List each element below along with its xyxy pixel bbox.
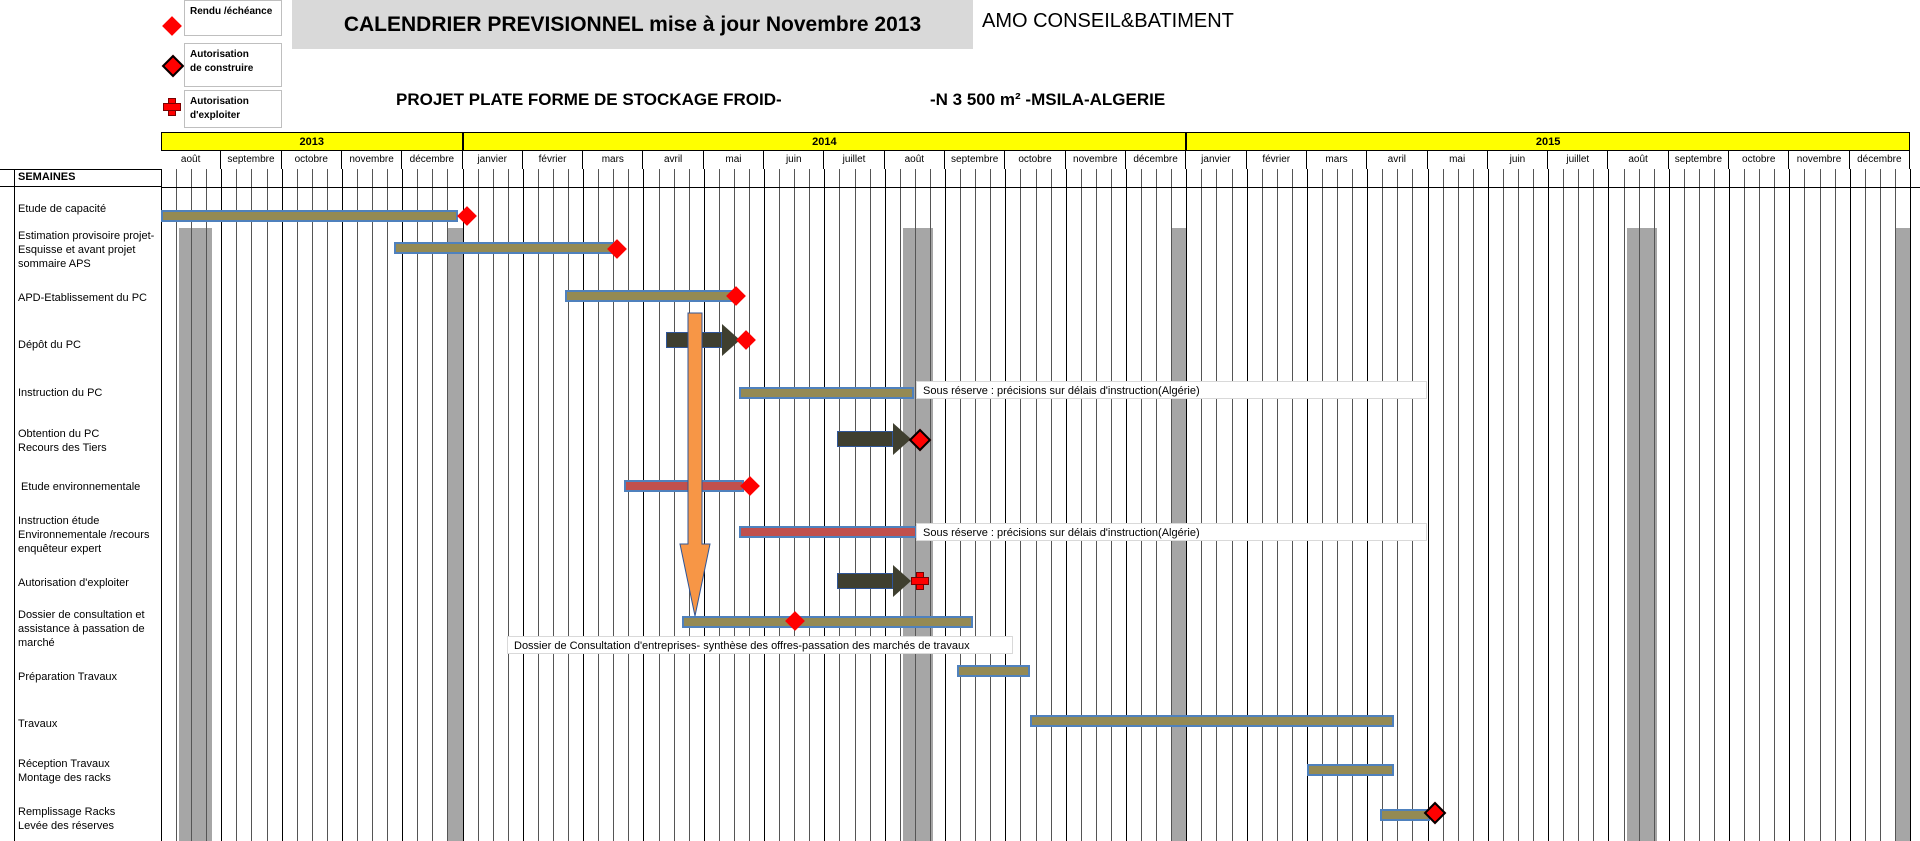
week-line [251,169,252,841]
week-line [1051,169,1052,841]
week-line [1774,169,1775,841]
week-line [236,169,237,841]
week-line [1201,169,1202,841]
week-line [900,169,901,841]
week-line [734,169,735,841]
week-line [1367,169,1368,841]
week-line [1729,169,1730,841]
week-line [176,169,177,841]
week-line [568,169,569,841]
week-line [1910,169,1911,841]
week-line [1578,169,1579,841]
task-label-env-instruction: Instruction étude Environnementale /recours enquêteur expert [18,515,150,555]
week-line [1186,169,1187,841]
week-line [1684,169,1685,841]
project-title-left: PROJET PLATE FORME DE STOCKAGE FROID- [396,90,782,109]
week-line [839,169,840,841]
task-bar-preparation [957,665,1030,677]
month-header: septembre [945,151,1005,169]
week-line [1895,169,1896,841]
task-label-apd: APD-Etablissement du PC [18,292,147,304]
week-line [297,169,298,841]
week-line [1156,169,1157,841]
week-line [1593,169,1594,841]
week-line [885,169,886,841]
week-line [508,169,509,841]
project-title-right: -N 3 500 m² -MSILA-ALGERIE [930,90,1166,109]
task-label-obtention-pc: Obtention du PC Recours des Tiers [18,428,107,454]
week-line [1247,169,1248,841]
week-line [764,169,765,841]
week-line [855,169,856,841]
organization-name: AMO CONSEIL&BATIMENT [982,10,1234,32]
task-bar-reception [1307,764,1394,776]
week-line [1503,169,1504,841]
weekend-shade [1895,228,1910,841]
vertical-dependency-arrow [678,312,712,618]
task-label-travaux: Travaux [18,718,58,730]
month-header: avril [643,151,703,169]
task-label-autorisation: Autorisation d'exploiter [18,577,129,589]
month-header: août [1608,151,1668,169]
week-line [794,169,795,841]
week-line [1005,169,1006,841]
week-line [553,169,554,841]
legend-build-permit-line1: Autorisation [190,49,249,60]
task-arrow-autorisation [837,571,911,591]
week-line [1548,169,1549,841]
week-line [1126,169,1127,841]
month-header: juillet [824,151,884,169]
weekend-shade [447,228,462,841]
week-line [1111,169,1112,841]
weekend-shade [179,228,212,841]
task-bar-remplissage [1380,809,1430,821]
week-line [719,169,720,841]
task-label-env-study: Etude environnementale [21,481,141,493]
week-line [1639,169,1640,841]
legend-deadline-label: Rendu /échéance [190,6,273,17]
month-header: décembre [402,151,462,169]
week-line [1850,169,1851,841]
week-line [1096,169,1097,841]
week-line [1066,169,1067,841]
week-line [1443,169,1444,841]
month-header: janvier [463,151,523,169]
year-header: 2013 [161,132,463,151]
task-label-preparation: Préparation Travaux [18,671,118,683]
week-line [1352,169,1353,841]
task-bar-consultation [682,616,973,628]
week-line [1714,169,1715,841]
week-line [1277,169,1278,841]
week-line [1744,169,1745,841]
week-line [1262,169,1263,841]
week-line [1518,169,1519,841]
week-line [432,169,433,841]
month-header: juillet [1548,151,1608,169]
month-header: décembre [1850,151,1910,169]
year-header: 2015 [1186,132,1910,151]
week-line [267,169,268,841]
week-line [1669,169,1670,841]
month-header: août [885,151,945,169]
week-line [463,169,464,841]
week-line [1382,169,1383,841]
week-line [1654,169,1655,841]
month-header: septembre [1669,151,1729,169]
year-header: 2014 [463,132,1187,151]
month-header: avril [1367,151,1427,169]
month-header: février [1247,151,1307,169]
month-header: novembre [342,151,402,169]
week-line [1428,169,1429,841]
month-header: février [523,151,583,169]
header-row-line [161,187,1920,188]
week-line [191,169,192,841]
task-label-reception: Réception Travaux Montage des racks [18,758,111,784]
week-line [1232,169,1233,841]
week-line [930,169,931,841]
legend-build-permit-line2: de construire [190,63,254,74]
month-header: septembre [221,151,281,169]
week-line [161,169,162,841]
week-line [990,169,991,841]
week-line [447,169,448,841]
week-line [1820,169,1821,841]
week-line [357,169,358,841]
week-line [945,169,946,841]
week-line [1624,169,1625,841]
note-env-reserve: Sous réserve : précisions sur délais d'instruction(Algérie) [916,523,1427,541]
week-line [327,169,328,841]
week-line [1171,169,1172,841]
week-line [659,169,660,841]
week-line [1141,169,1142,841]
week-line [372,169,373,841]
week-line [915,169,916,841]
week-line [523,169,524,841]
week-line [749,169,750,841]
task-bar-aps [394,242,617,254]
milestone-autorisation-icon [911,572,929,590]
week-line [1473,169,1474,841]
weekend-shade [1627,228,1657,841]
month-header: juin [764,151,824,169]
week-line [870,169,871,841]
task-bar-apd [565,290,735,302]
task-label-aps: Estimation provisoire projet-Esquisse et avant projet sommaire APS [18,230,155,270]
week-line [824,169,825,841]
week-line [1292,169,1293,841]
week-line [674,169,675,841]
task-label-remplissage: Remplissage Racks Levée des réserves [18,806,116,832]
month-header: novembre [1066,151,1126,169]
week-line [206,169,207,841]
page-title: CALENDRIER PREVISIONNEL mise à jour Novembre 2013 [292,0,973,49]
week-line [282,169,283,841]
task-arrow-obtention-pc [837,429,911,449]
month-header: décembre [1126,151,1186,169]
week-line [1759,169,1760,841]
week-line [975,169,976,841]
week-line [1835,169,1836,841]
task-label-capacity: Etude de capacité [18,203,107,215]
week-line [1020,169,1021,841]
week-line [598,169,599,841]
month-header: novembre [1789,151,1849,169]
week-line [342,169,343,841]
week-line [1081,169,1082,841]
week-line [1216,169,1217,841]
week-line [1488,169,1489,841]
week-line [1412,169,1413,841]
month-header: mai [704,151,764,169]
task-label-instruction-pc: Instruction du PC [18,387,103,399]
week-line [387,169,388,841]
week-line [221,169,222,841]
week-line [402,169,403,841]
week-line [1337,169,1338,841]
week-line [478,169,479,841]
task-label-depot-pc: Dépôt du PC [18,339,81,351]
week-line [417,169,418,841]
week-line [643,169,644,841]
month-header: mars [1307,151,1367,169]
week-line [1397,169,1398,841]
task-bar-env-instruction [739,526,917,538]
task-label-consultation: Dossier de consultation et assistance à passation de marché [18,609,145,649]
week-line [493,169,494,841]
week-line [1865,169,1866,841]
weeks-header [0,169,161,187]
week-line [1563,169,1564,841]
week-line [809,169,810,841]
week-line [1789,169,1790,841]
week-line [960,169,961,841]
week-line [1804,169,1805,841]
week-line [538,169,539,841]
left-frame-line [14,169,15,841]
month-header: mars [583,151,643,169]
note-consultation: Dossier de Consultation d'entreprises- synthèse des offres-passation des marchés de travaux [507,636,1013,654]
week-line [312,169,313,841]
task-bar-instruction-pc [739,387,914,399]
month-header: octobre [282,151,342,169]
task-bar-travaux [1030,715,1394,727]
weeks-label: SEMAINES [18,171,76,183]
week-line [1322,169,1323,841]
task-bar-capacity [161,210,458,222]
week-line [1608,169,1609,841]
legend-operate-permit-line1: Autorisation [190,96,249,107]
week-line [1307,169,1308,841]
month-header: juin [1488,151,1548,169]
week-line [628,169,629,841]
week-line [1880,169,1881,841]
month-header: octobre [1729,151,1789,169]
month-header: août [161,151,221,169]
note-pc-reserve: Sous réserve : précisions sur délais d'instruction(Algérie) [916,381,1427,399]
week-line [779,169,780,841]
month-header: mai [1428,151,1488,169]
legend-operate-permit-line2: d'exploiter [190,110,241,121]
week-line [583,169,584,841]
week-line [1458,169,1459,841]
week-line [1533,169,1534,841]
week-line [1036,169,1037,841]
month-header: janvier [1186,151,1246,169]
week-line [613,169,614,841]
week-line [1699,169,1700,841]
month-header: octobre [1005,151,1065,169]
